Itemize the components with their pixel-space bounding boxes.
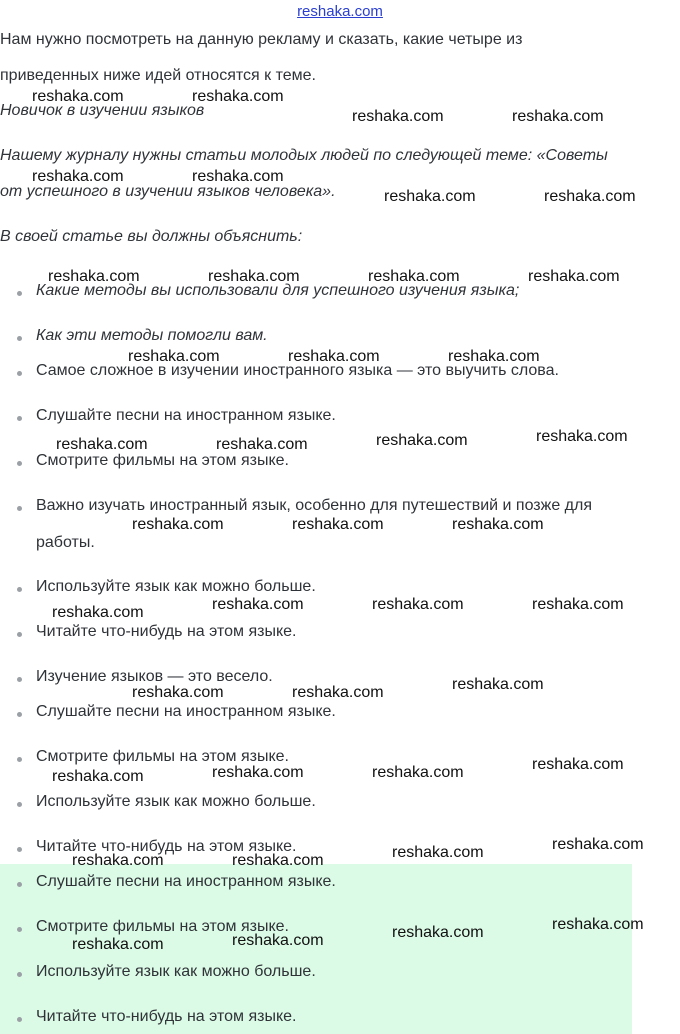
bullet-icon	[17, 506, 22, 511]
watermark: reshaka.com	[232, 932, 324, 949]
watermark: reshaka.com	[192, 88, 284, 105]
watermark: reshaka.com	[72, 936, 164, 953]
intro-line-1: Нам нужно посмотреть на данную рекламу и сказать, какие четыре из	[0, 31, 523, 48]
bullet-icon	[17, 972, 22, 977]
watermark: reshaka.com	[216, 436, 308, 453]
watermark: reshaka.com	[448, 348, 540, 365]
bullet-icon	[17, 336, 22, 341]
ad-text-line-2: от успешного в изучении языков человека».	[0, 183, 336, 200]
watermark: reshaka.com	[392, 844, 484, 861]
watermark: reshaka.com	[192, 168, 284, 185]
watermark: reshaka.com	[212, 596, 304, 613]
idea-item: Смотрите фильмы на этом языке.	[36, 452, 289, 469]
watermark: reshaka.com	[532, 756, 624, 773]
site-link[interactable]: reshaka.com	[297, 3, 383, 20]
watermark: reshaka.com	[552, 916, 644, 933]
answer-item: Смотрите фильмы на этом языке.	[36, 918, 289, 935]
watermark: reshaka.com	[368, 268, 460, 285]
watermark: reshaka.com	[528, 268, 620, 285]
idea-item: Слушайте песни на иностранном языке.	[36, 407, 336, 424]
watermark: reshaka.com	[32, 168, 124, 185]
bullet-icon	[17, 802, 22, 807]
bullet-icon	[17, 461, 22, 466]
watermark: reshaka.com	[128, 348, 220, 365]
watermark: reshaka.com	[132, 516, 224, 533]
watermark: reshaka.com	[384, 188, 476, 205]
idea-item-continuation: работы.	[36, 534, 95, 551]
watermark: reshaka.com	[376, 432, 468, 449]
watermark: reshaka.com	[552, 836, 644, 853]
idea-item: Смотрите фильмы на этом языке.	[36, 748, 289, 765]
point-item: Какие методы вы использовали для успешного изучения языка;	[36, 282, 520, 299]
watermark: reshaka.com	[232, 852, 324, 869]
idea-item: Читайте что-нибудь на этом языке.	[36, 838, 297, 855]
idea-item: Важно изучать иностранный язык, особенно для путешествий и позже для	[36, 497, 593, 514]
watermark: reshaka.com	[292, 684, 384, 701]
intro-line-2: приведенных ниже идей относятся к теме.	[0, 67, 316, 84]
watermark: reshaka.com	[212, 764, 304, 781]
watermark: reshaka.com	[208, 268, 300, 285]
watermark: reshaka.com	[532, 596, 624, 613]
answer-item: Слушайте песни на иностранном языке.	[36, 873, 336, 890]
idea-item: Самое сложное в изучении иностранного языка — это выучить слова.	[36, 362, 559, 379]
watermark: reshaka.com	[32, 88, 124, 105]
watermark: reshaka.com	[56, 436, 148, 453]
watermark: reshaka.com	[452, 516, 544, 533]
bullet-icon	[17, 757, 22, 762]
point-item: Как эти методы помогли вам.	[36, 327, 268, 344]
bullet-icon	[17, 927, 22, 932]
bullet-icon	[17, 416, 22, 421]
ad-explain: В своей статье вы должны объяснить:	[0, 228, 303, 245]
watermark: reshaka.com	[48, 268, 140, 285]
watermark: reshaka.com	[72, 852, 164, 869]
watermark: reshaka.com	[292, 516, 384, 533]
bullet-icon	[17, 882, 22, 887]
watermark: reshaka.com	[544, 188, 636, 205]
bullet-icon	[17, 371, 22, 376]
bullet-icon	[17, 632, 22, 637]
bullet-icon	[17, 677, 22, 682]
watermark: reshaka.com	[52, 768, 144, 785]
bullet-icon	[17, 712, 22, 717]
watermark: reshaka.com	[452, 676, 544, 693]
watermark: reshaka.com	[132, 684, 224, 701]
watermark: reshaka.com	[536, 428, 628, 445]
watermark: reshaka.com	[52, 604, 144, 621]
answer-item: Читайте что-нибудь на этом языке.	[36, 1008, 297, 1025]
ad-title: Новичок в изучении языков	[0, 102, 205, 119]
idea-item: Используйте язык как можно больше.	[36, 793, 316, 810]
watermark: reshaka.com	[372, 764, 464, 781]
idea-item: Изучение языков — это весело.	[36, 668, 273, 685]
answer-item: Используйте язык как можно больше.	[36, 963, 316, 980]
watermark: reshaka.com	[372, 596, 464, 613]
watermark: reshaka.com	[352, 108, 444, 125]
bullet-icon	[17, 847, 22, 852]
idea-item: Используйте язык как можно больше.	[36, 578, 316, 595]
watermark: reshaka.com	[392, 924, 484, 941]
bullet-icon	[17, 587, 22, 592]
ad-text-line-1: Нашему журналу нужны статьи молодых людей по следующей теме: «Советы	[0, 147, 608, 164]
idea-item: Слушайте песни на иностранном языке.	[36, 703, 336, 720]
watermark: reshaka.com	[512, 108, 604, 125]
bullet-icon	[17, 1017, 22, 1022]
idea-item: Читайте что-нибудь на этом языке.	[36, 623, 297, 640]
bullet-icon	[17, 291, 22, 296]
watermark: reshaka.com	[288, 348, 380, 365]
